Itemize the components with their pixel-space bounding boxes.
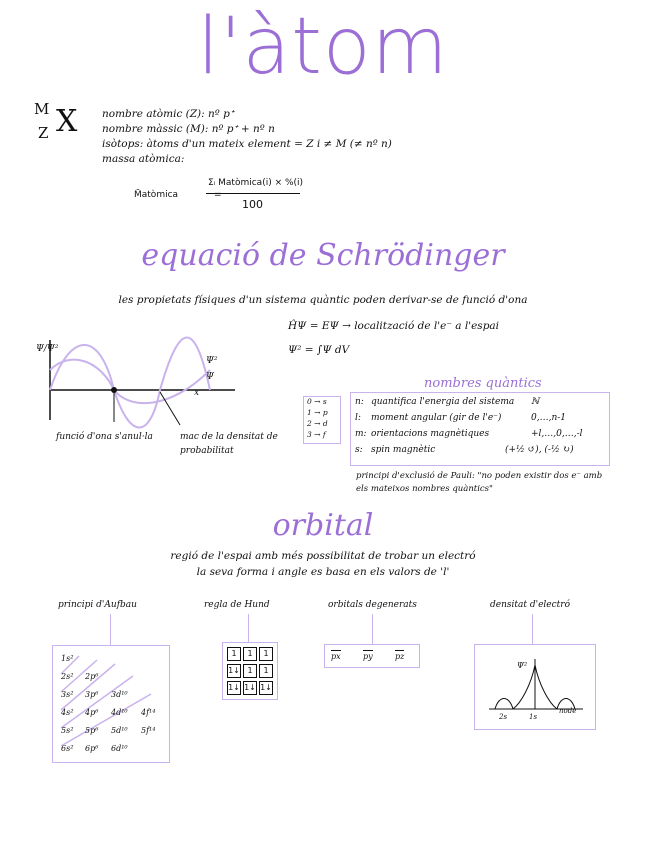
aufbau-3p: 3p⁶ bbox=[85, 690, 99, 699]
probability-equation: Ψ² = ∫Ψ dV bbox=[288, 344, 350, 356]
aufbau-6p: 6p⁶ bbox=[85, 744, 99, 753]
hund-box bbox=[222, 642, 278, 700]
psi-squared-curve bbox=[50, 338, 210, 428]
degenerate-label: orbitals degenerats bbox=[328, 600, 417, 610]
quantum-description: moment angular (gir de l'e⁻) bbox=[371, 413, 502, 423]
element-symbol: X bbox=[56, 104, 78, 139]
quantum-numbers-heading: nombres quàntics bbox=[424, 376, 542, 391]
hund-cell: 1 bbox=[243, 647, 257, 661]
atom-definitions bbox=[102, 108, 392, 168]
quantum-description: quantifica l'energia del sistema bbox=[371, 397, 515, 407]
schrodinger-eq-text: ĤΨ = EΨ bbox=[288, 320, 339, 332]
aufbau-connector bbox=[110, 614, 111, 646]
orbital-line-2: la seva forma i angle es basa en els valors de 'l' bbox=[196, 566, 450, 578]
graph-psi-label: Ψ bbox=[206, 372, 214, 382]
hund-cell: 1↓ bbox=[243, 681, 257, 695]
page-title: l'àtom bbox=[197, 2, 449, 92]
orbital-heading: orbital bbox=[272, 508, 374, 543]
hund-cell: 1↓ bbox=[227, 664, 241, 678]
aufbau-5d: 5d¹⁰ bbox=[111, 726, 128, 735]
mass-formula-lhs: M̄atòmica bbox=[134, 190, 179, 200]
hund-cell: 1 bbox=[227, 647, 241, 661]
aufbau-1s: 1s² bbox=[61, 654, 74, 663]
note-max-density: mac de la densitat de probabilitat bbox=[180, 432, 278, 456]
quantum-symbol: m: bbox=[355, 429, 367, 439]
legend-f: 3 → f bbox=[307, 430, 326, 439]
schrodinger-equation bbox=[288, 320, 499, 332]
hund-cell: 1↓ bbox=[259, 681, 273, 695]
aufbau-4p: 4p⁶ bbox=[85, 708, 99, 717]
aufbau-3d: 3d¹⁰ bbox=[111, 690, 128, 699]
quantum-description: spin magnètic bbox=[371, 445, 436, 455]
atom-line-4: massa atòmica: bbox=[102, 153, 185, 165]
hund-cell: 1 bbox=[259, 664, 273, 678]
mass-formula bbox=[134, 178, 334, 214]
density-connector bbox=[532, 614, 533, 644]
schrodinger-heading: equació de Schrödinger bbox=[141, 238, 505, 273]
quantum-symbol: l: bbox=[355, 413, 361, 423]
hund-cell: 1 bbox=[259, 647, 273, 661]
quantum-values: 0,…,n-1 bbox=[531, 413, 567, 423]
hund-label: regla de Hund bbox=[204, 600, 270, 610]
aufbau-5s: 5s² bbox=[61, 726, 74, 735]
density-box bbox=[474, 644, 596, 730]
pauli-principle: principi d'exclusió de Pauli: "no poden existir dos e⁻ amb els mateixos nombres quàntics" bbox=[356, 471, 603, 494]
density-1s: 1s bbox=[529, 713, 538, 721]
orbital-pz: pz bbox=[395, 652, 405, 661]
aufbau-4d: 4d¹⁰ bbox=[111, 708, 128, 717]
quantum-description: orientacions magnètiques bbox=[371, 429, 490, 439]
mass-formula-equals: = bbox=[214, 190, 222, 200]
legend-s: 0 → s bbox=[307, 397, 327, 406]
legend-d: 2 → d bbox=[307, 419, 328, 428]
atom-line-1: nombre atòmic (Z): nº pᐩ bbox=[102, 108, 234, 120]
atom-line-2: nombre màssic (M): nº pᐩ + nº n bbox=[102, 123, 275, 135]
aufbau-4f: 4f¹⁴ bbox=[141, 708, 156, 717]
mass-number-symbol: M bbox=[34, 100, 50, 118]
density-node: node bbox=[559, 707, 577, 715]
aufbau-6s: 6s² bbox=[61, 744, 74, 753]
density-label: densitat d'electró bbox=[490, 600, 570, 610]
quantum-values: (+½ ↺), (-½ ↻) bbox=[505, 445, 574, 455]
mass-formula-numerator: Σᵢ Matòmica(i) × %(i) bbox=[208, 178, 304, 188]
mass-formula-denominator: 100 bbox=[242, 198, 263, 211]
schrodinger-subtitle: les propietats físiques d'un sistema quàntic poden derivar-se de funció d'ona bbox=[118, 294, 528, 306]
fraction-bar bbox=[206, 193, 300, 194]
aufbau-2s: 2s² bbox=[61, 672, 74, 681]
quantum-symbol: n: bbox=[355, 397, 364, 407]
legend-p: 1 → p bbox=[307, 408, 328, 417]
hund-cell: 1↓ bbox=[227, 681, 241, 695]
aufbau-3s: 3s² bbox=[61, 690, 74, 699]
orbital-line-1: regió de l'espai amb més possibilitat de trobar un electró bbox=[170, 550, 476, 562]
hund-cell: 1 bbox=[243, 664, 257, 678]
aufbau-5p: 5p⁶ bbox=[85, 726, 99, 735]
aufbau-label: principi d'Aufbau bbox=[58, 600, 137, 610]
atom-notation bbox=[34, 100, 94, 150]
psi-curve bbox=[50, 360, 210, 404]
atom-line-3: isòtops: àtoms d'un mateix element = Z i ≠ M (≠ nº n) bbox=[102, 138, 392, 150]
quantum-values: +l,…,0,…,-l bbox=[531, 429, 583, 439]
schrodinger-eq-note: → localització de l'e⁻ a l'espai bbox=[342, 320, 500, 332]
quantum-numbers-box bbox=[350, 392, 610, 466]
graph-psi2-label: Ψ² bbox=[206, 356, 218, 366]
quantum-values: ℕ bbox=[531, 397, 540, 407]
aufbau-5f: 5f¹⁴ bbox=[141, 726, 156, 735]
aufbau-2p: 2p⁶ bbox=[85, 672, 99, 681]
aufbau-box bbox=[52, 645, 170, 763]
quantum-legend-box bbox=[303, 396, 341, 444]
degenerate-connector bbox=[372, 614, 373, 644]
degenerate-box bbox=[324, 644, 420, 668]
hund-connector bbox=[248, 614, 249, 642]
density-2s: 2s bbox=[499, 713, 508, 721]
quantum-symbol: s: bbox=[355, 445, 363, 455]
density-psi2: Ψ² bbox=[517, 661, 528, 670]
graph-x-label: x bbox=[194, 388, 200, 398]
aufbau-6d: 6d¹⁰ bbox=[111, 744, 128, 753]
orbital-px: px bbox=[331, 652, 341, 661]
graph-ylabel: Ψ/Ψ² bbox=[36, 344, 59, 354]
atomic-number-symbol: Z bbox=[38, 124, 49, 142]
aufbau-4s: 4s² bbox=[61, 708, 74, 717]
note-node: funció d'ona s'anul·la bbox=[56, 432, 153, 442]
orbital-py: py bbox=[363, 652, 373, 661]
